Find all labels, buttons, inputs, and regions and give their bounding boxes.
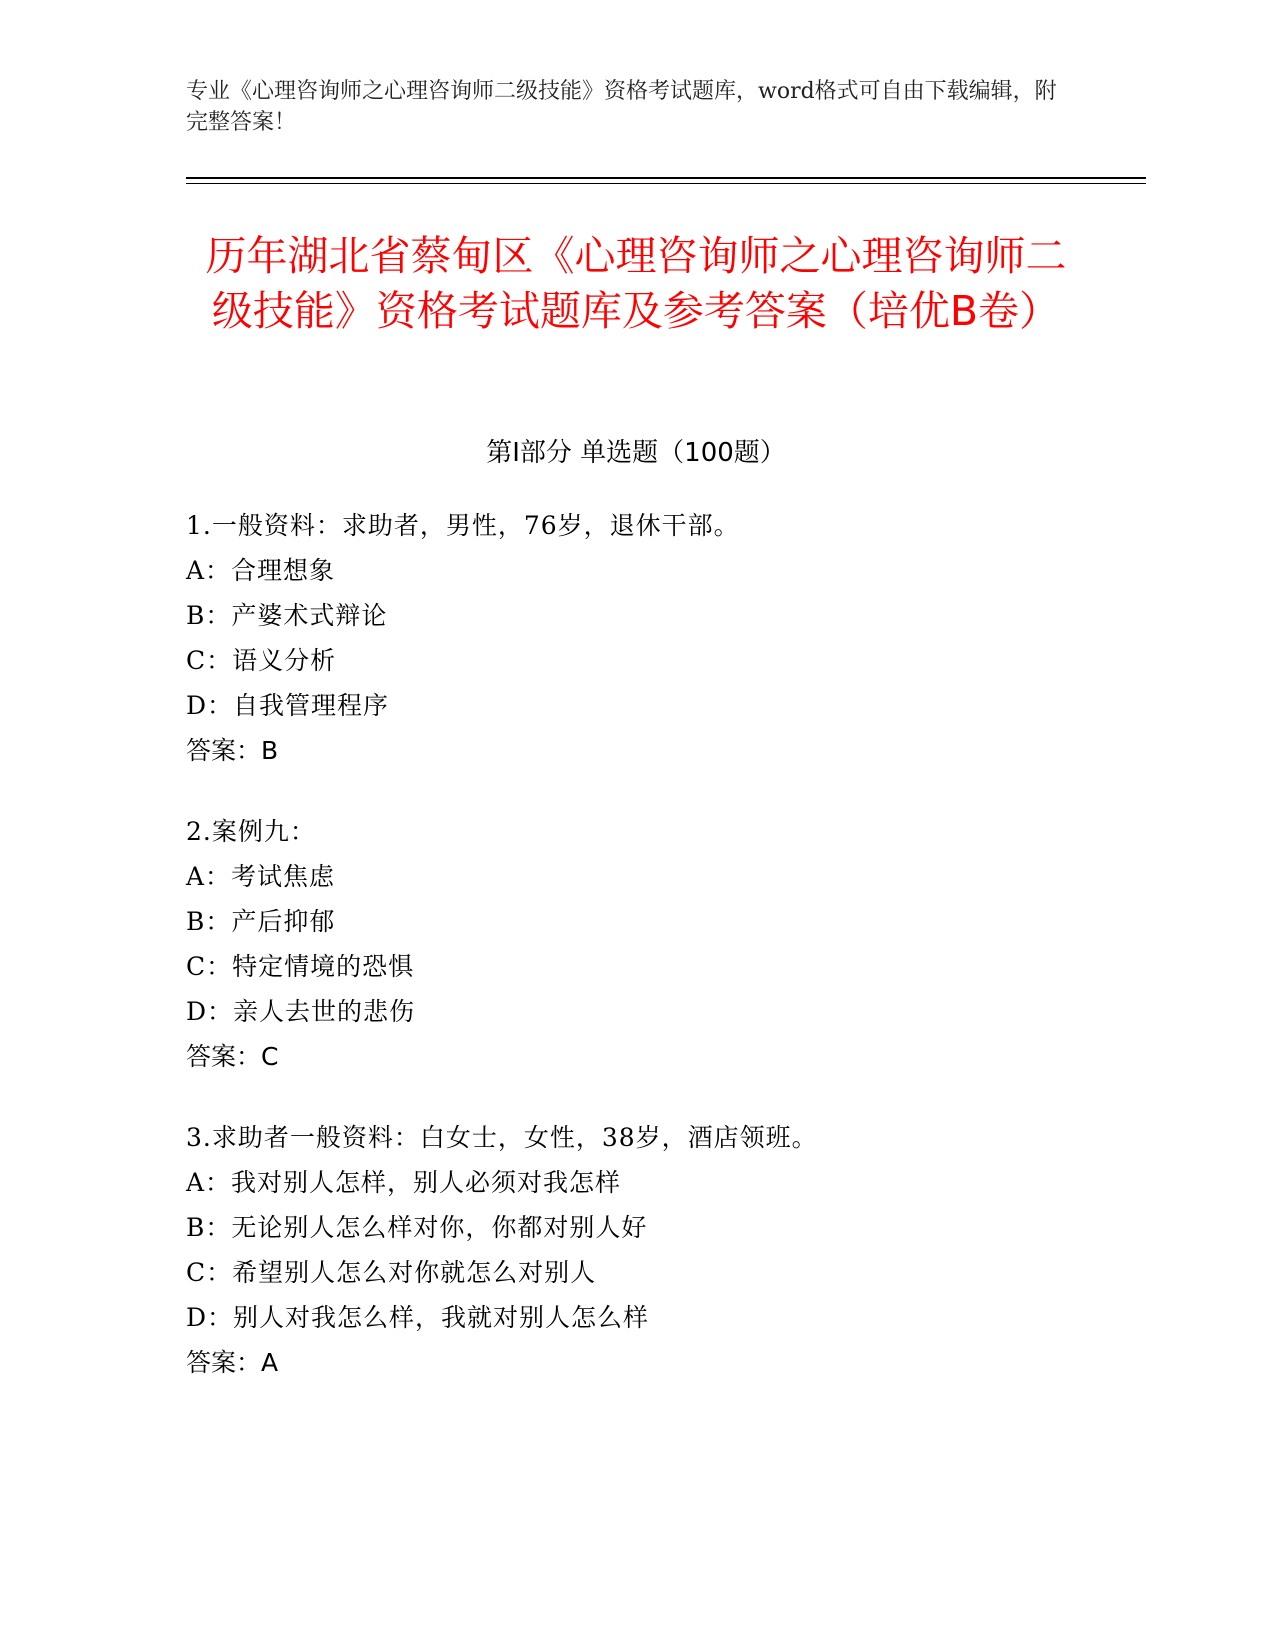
option-d: D：自我管理程序 bbox=[186, 691, 390, 720]
option-a: A：合理想象 bbox=[186, 556, 336, 585]
option-b: B：产后抑郁 bbox=[186, 907, 336, 936]
question-1 bbox=[186, 503, 1086, 773]
question-stem: 3.求助者一般资料：白女士，女性，38岁，酒店领班。 bbox=[186, 1123, 818, 1152]
answer: 答案：B bbox=[186, 736, 279, 765]
header-divider-thin bbox=[186, 183, 1146, 184]
answer: 答案：C bbox=[186, 1042, 279, 1071]
document-title: 历年湖北省蔡甸区《心理咨询师之心理咨询师二级技能》资格考试题库及参考答案（培优B卷） bbox=[205, 232, 1067, 335]
question-stem: 1.一般资料：求助者，男性，76岁，退休干部。 bbox=[186, 511, 740, 540]
option-a: A：我对别人怎样，别人必须对我怎样 bbox=[186, 1168, 622, 1197]
option-c: C：特定情境的恐惧 bbox=[186, 952, 415, 981]
option-b: B：无论别人怎么样对你，你都对别人好 bbox=[186, 1213, 648, 1242]
header-note: 专业《心理咨询师之心理咨询师二级技能》资格考试题库，word格式可自由下载编辑，附完整答案！ bbox=[186, 79, 1057, 135]
option-a: A：考试焦虑 bbox=[186, 862, 336, 891]
question-stem: 2.案例九： bbox=[186, 817, 316, 846]
question-3 bbox=[186, 1115, 1086, 1385]
option-b: B：产婆术式辩论 bbox=[186, 601, 388, 630]
question-2 bbox=[186, 809, 1086, 1079]
option-d: D：亲人去世的悲伤 bbox=[186, 997, 416, 1026]
option-c: C：希望别人怎么对你就怎么对别人 bbox=[186, 1258, 597, 1287]
header-divider-thick bbox=[186, 177, 1146, 179]
section-title: 第Ⅰ部分 单选题（100题） bbox=[486, 438, 786, 468]
option-d: D：别人对我怎么样，我就对别人怎么样 bbox=[186, 1303, 650, 1332]
option-c: C：语义分析 bbox=[186, 646, 337, 675]
answer: 答案：A bbox=[186, 1348, 279, 1377]
